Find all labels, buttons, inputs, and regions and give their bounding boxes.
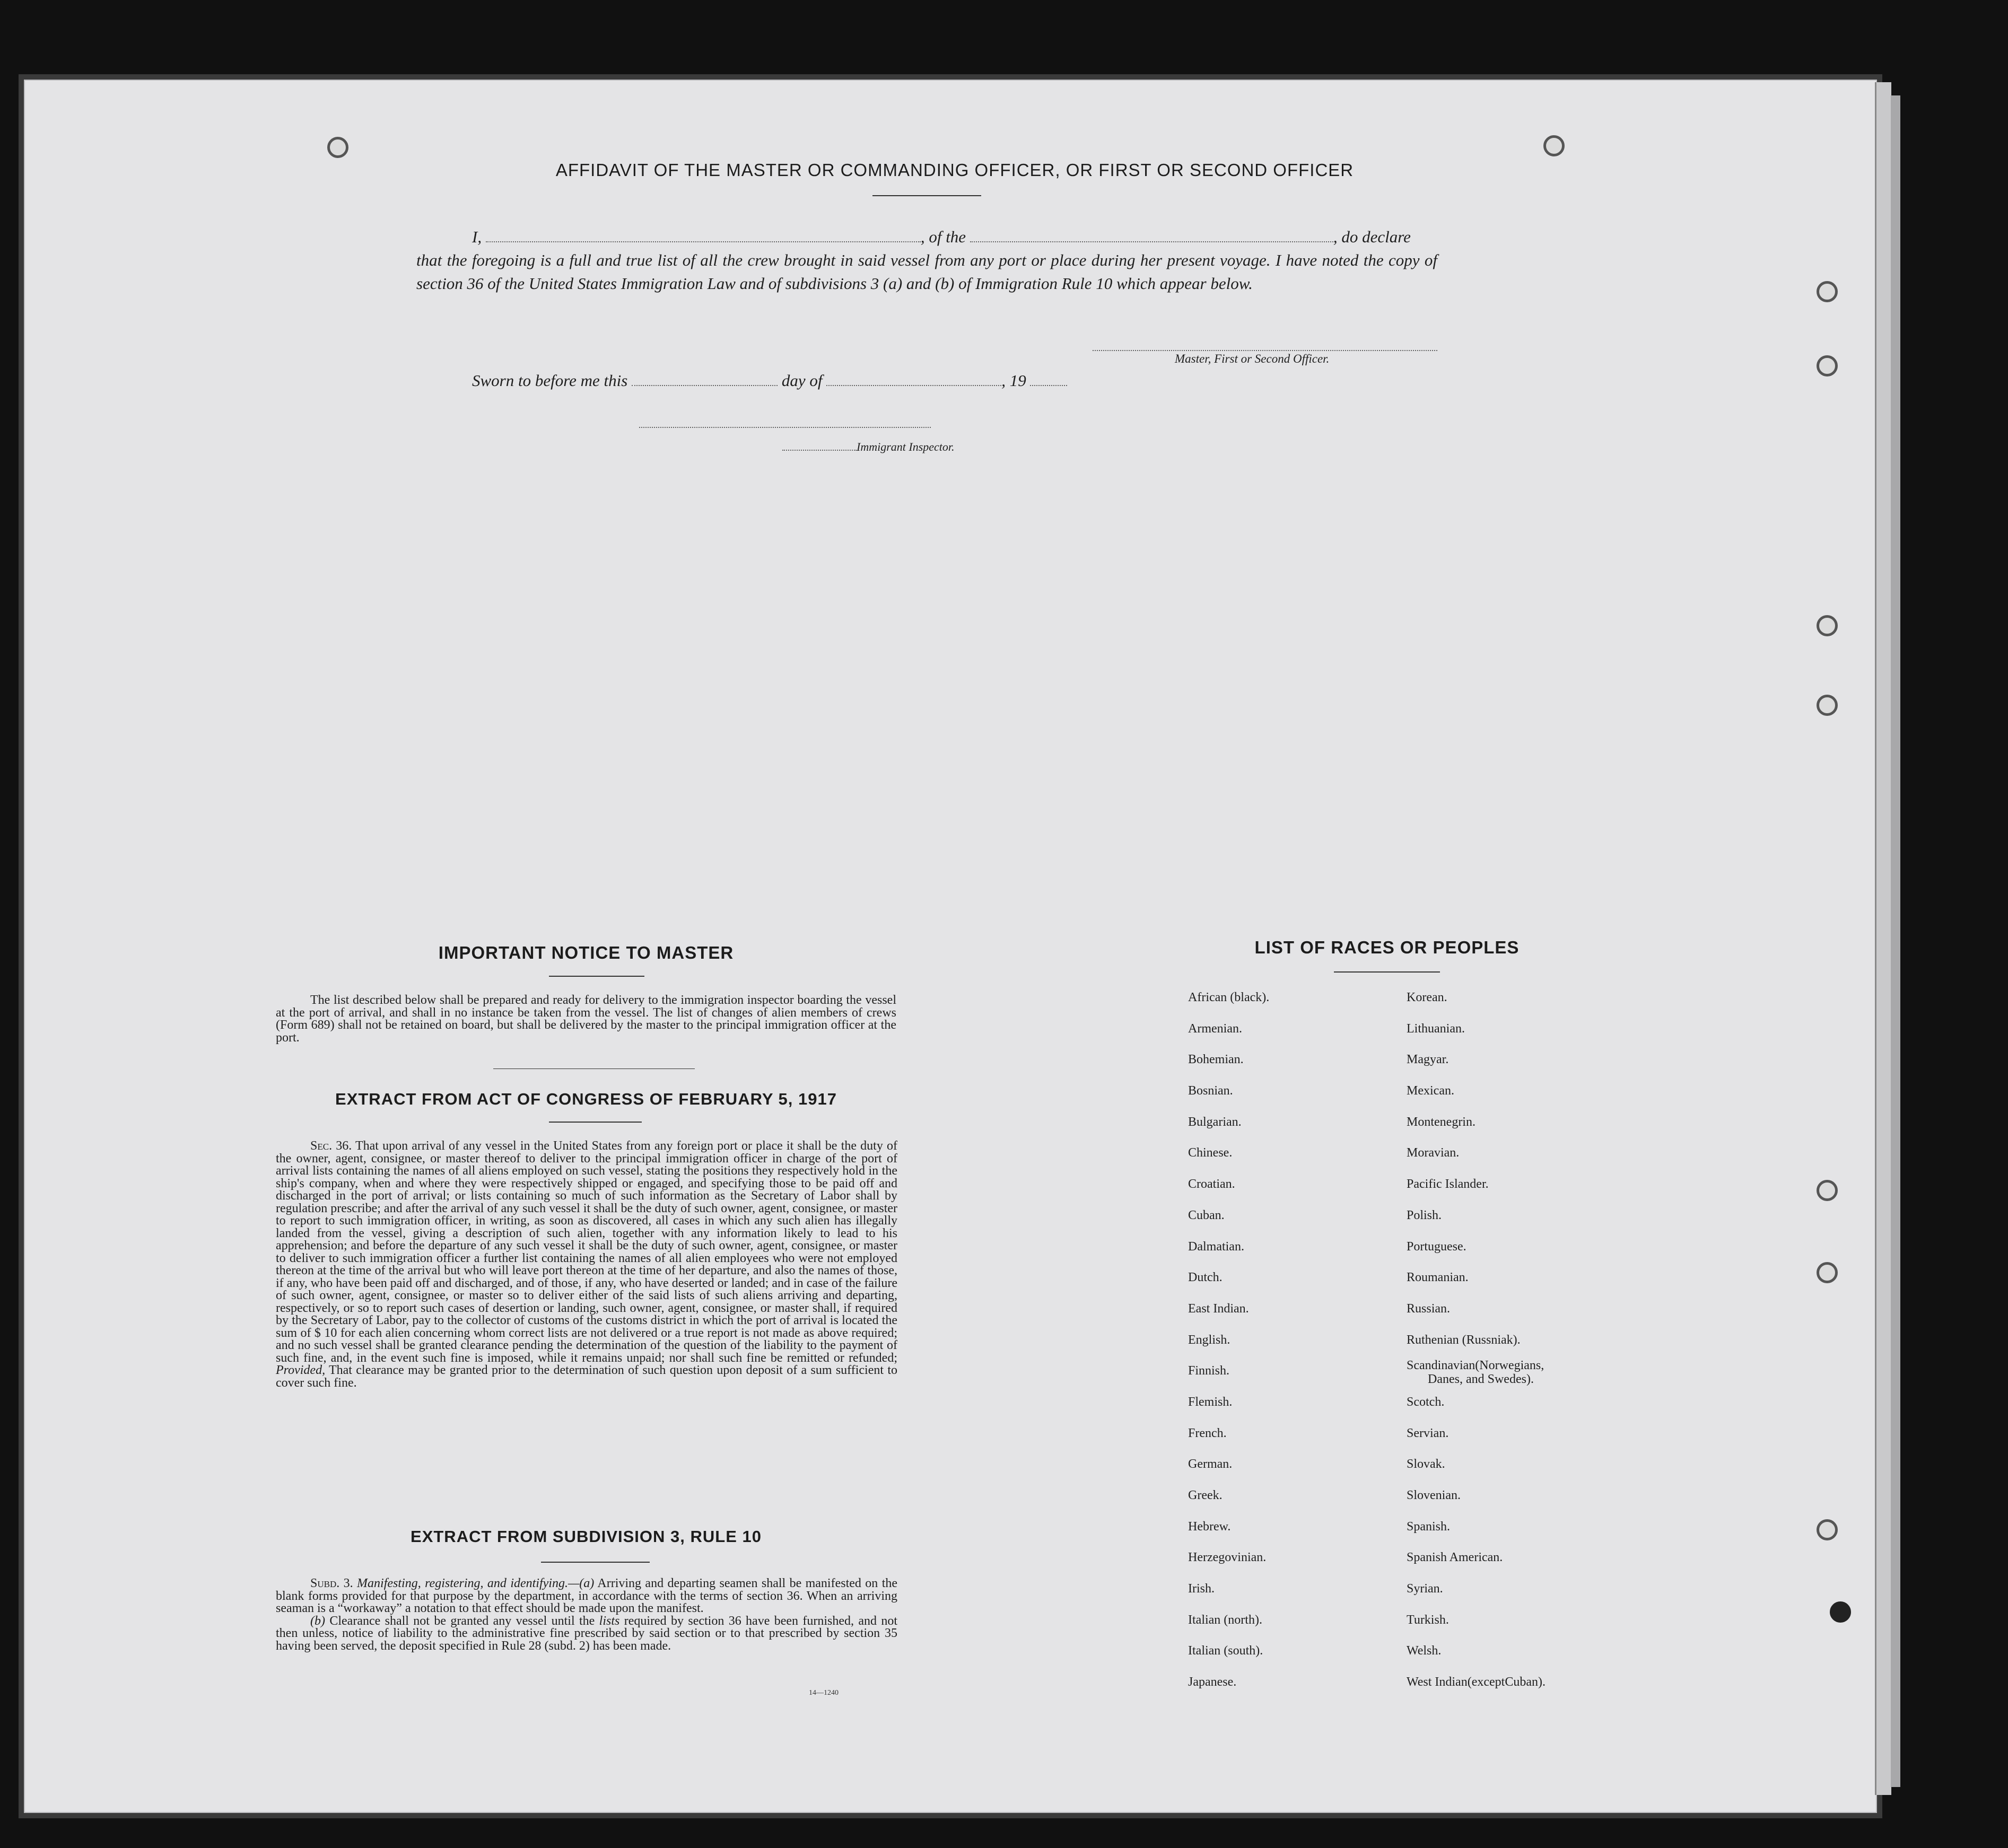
sworn-text: Sworn to before me this bbox=[472, 371, 628, 390]
race-item: Roumanian. bbox=[1407, 1271, 1469, 1285]
page-edge bbox=[1875, 82, 1891, 1795]
race-item-scandinavian bbox=[1407, 1355, 1546, 1387]
rule-text bbox=[276, 1578, 897, 1652]
punch-hole bbox=[1817, 355, 1838, 376]
subd-heading: Manifesting, registering, and identifying.—(a) bbox=[357, 1577, 595, 1590]
punch-hole bbox=[1817, 281, 1838, 302]
inspector-short-line bbox=[782, 450, 857, 451]
race-item: Bulgarian. bbox=[1188, 1115, 1242, 1129]
month-blank[interactable] bbox=[826, 374, 1001, 386]
race-item: Servian. bbox=[1407, 1426, 1449, 1440]
race-item: East Indian. bbox=[1188, 1301, 1249, 1316]
act-body: That upon arrival of any vessel in the United States from any foreign port or place it shall be the duty of the owner, agent, consignee, or master thereof to deliver to the principal immigration officer in charge of the port of arrival lists containing the names of all aliens employed on such vessel, stating the positions they respectively hold in the ship's company, when and where they were respectively shipped or engaged, and specifying those to be paid off and discharged in the port of arrival; or lists containing so much of such information as the Secretary of Labor shall by regulation prescribe; and after the arrival of any such vessel it shall be the duty of such owner, agent, consignee, or master to report to such immigration officer, in writing, as soon as discovered, all cases in which any such alien has illegally landed from the vessel, giving a description of such alien, together with any information likely to lead to his apprehension; and before the departure of any such vessel it shall be the duty of such owner, agent, consignee, or master to deliver to such immigration officer a further list containing the names of all alien employees who were not employed thereon at the time of the arrival but who will leave port thereon at the time of her departure, and also the names of those, if any, who have been paid off and discharged, and of those, if any, who have deserted or landed; and in case of the failure of such owner, agent, consignee, or master so to deliver either of the said lists of such aliens arriving and departing, respectively, or so to report such cases of desertion or landing, such owner, agent, consignee, or master shall, if required by the Secretary of Labor, pay to the collector of customs of the customs district in which the port of arrival is located the sum of $ 10 for each alien concerning whom correct lists are not delivered or a true report is not made as above required; and no such vessel shall be granted clearance pending the determination of the question of the liability to the payment of such fine, and, in the event such fine is imposed, while it remains unpaid; nor shall such fine be remitted or refunded; bbox=[276, 1139, 897, 1365]
race-item: Italian (north). bbox=[1188, 1613, 1262, 1627]
race-item: Bohemian. bbox=[1188, 1053, 1244, 1067]
year-prefix: , 19 bbox=[1001, 371, 1026, 390]
punch-hole bbox=[1830, 1601, 1851, 1623]
race-item: English. bbox=[1188, 1333, 1230, 1347]
race-item: Slovak. bbox=[1407, 1457, 1445, 1472]
notice-rule bbox=[549, 976, 644, 977]
race-item: Montenegrin. bbox=[1407, 1115, 1476, 1129]
sworn-line bbox=[472, 371, 1067, 390]
subd-b-text-2: required by section 36 have been furnished, and not then unless, notice of liability to the administrative fine prescribed by said section or to that prescribed by section 35 having been served, the deposit specified in Rule 28 (subd. 2) has been made. bbox=[276, 1614, 898, 1653]
punch-hole bbox=[327, 137, 348, 158]
subd-b-lists: lists bbox=[599, 1614, 620, 1628]
race-item: Herzegovinian. bbox=[1188, 1551, 1267, 1565]
race-item: African (black). bbox=[1188, 991, 1270, 1004]
race-item: Russian. bbox=[1407, 1301, 1451, 1316]
subd-label: Subd. 3. bbox=[310, 1577, 353, 1590]
affidavit-title: AFFIDAVIT OF THE MASTER OR COMMANDING OFFICER, OR FIRST OR SECOND OFFICER bbox=[555, 160, 1354, 180]
declaration-declare: , do declare bbox=[1333, 227, 1411, 246]
race-item: Slovenian. bbox=[1407, 1488, 1461, 1502]
signature-line[interactable] bbox=[1093, 350, 1437, 351]
act-rule bbox=[549, 1122, 642, 1123]
day-of-text: day of bbox=[781, 371, 823, 390]
inspector-signature-line[interactable] bbox=[639, 427, 931, 428]
punch-hole bbox=[1817, 1180, 1838, 1201]
races-column-2 bbox=[1407, 982, 1546, 1698]
signature-caption: Master, First or Second Officer. bbox=[1175, 352, 1330, 365]
rule-rule bbox=[541, 1562, 650, 1563]
day-blank[interactable] bbox=[632, 374, 778, 386]
race-item: Scandinavian(Norwegians, bbox=[1407, 1359, 1544, 1373]
punch-hole bbox=[1543, 135, 1565, 156]
punch-hole bbox=[1817, 1262, 1838, 1283]
race-item: Spanish American. bbox=[1407, 1551, 1503, 1565]
proviso-text: That clearance may be granted prior to the determination of such question upon deposit of a sum sufficient to cover such fine. bbox=[276, 1363, 897, 1390]
races-title: LIST OF RACES OR PEOPLES bbox=[1254, 938, 1520, 957]
race-item: Pacific Islander. bbox=[1407, 1177, 1489, 1192]
race-item: Finnish. bbox=[1188, 1364, 1230, 1378]
name-blank[interactable] bbox=[486, 230, 921, 242]
declaration-i: I, bbox=[472, 227, 482, 246]
race-item: Greek. bbox=[1188, 1488, 1223, 1502]
subd-b-label: (b) bbox=[310, 1614, 325, 1628]
punch-hole bbox=[1817, 615, 1838, 636]
race-item: Armenian. bbox=[1188, 1021, 1242, 1036]
notice-title: IMPORTANT NOTICE TO MASTER bbox=[438, 943, 734, 962]
race-item: Moravian. bbox=[1407, 1146, 1460, 1160]
title-rule bbox=[872, 195, 981, 196]
punch-hole bbox=[1817, 1519, 1838, 1540]
page-edge-shadow bbox=[1891, 95, 1900, 1787]
rule-title: EXTRACT FROM SUBDIVISION 3, RULE 10 bbox=[411, 1527, 762, 1546]
act-title: EXTRACT FROM ACT OF CONGRESS OF FEBRUARY 5, 1917 bbox=[335, 1090, 837, 1108]
race-item: Irish. bbox=[1188, 1582, 1215, 1596]
notice-divider bbox=[493, 1068, 695, 1069]
race-item: French. bbox=[1188, 1426, 1227, 1440]
notice-text: The list described below shall be prepared and ready for delivery to the immigration inspector boarding the vessel at the port of arrival, and shall in no instance be taken from the vessel. The list of changes of alien members of crews (Form 689) shall not be retained on board, but shall be delivered by the master to the principal immigration officer at the port. bbox=[276, 993, 896, 1045]
declaration-of-the: , of the bbox=[920, 227, 966, 246]
race-item: Ruthenian (Russniak). bbox=[1407, 1333, 1521, 1347]
punch-hole bbox=[1817, 695, 1838, 716]
sec-label: Sec. 36. bbox=[310, 1139, 352, 1153]
race-item: Japanese. bbox=[1188, 1675, 1237, 1689]
races-column-1 bbox=[1188, 982, 1269, 1698]
race-item: Dalmatian. bbox=[1188, 1239, 1244, 1254]
races-rule bbox=[1334, 971, 1440, 973]
declaration-text bbox=[416, 225, 1437, 295]
year-blank[interactable] bbox=[1030, 374, 1067, 386]
declaration-body: that the foregoing is a full and true list of all the crew brought in said vessel from any port or place during her present voyage. I have noted the copy of section 36 of the United States Immigration Law and of subdivisions 3 (a) and (b) of Immigration Rule 10 which appear below. bbox=[416, 251, 1437, 293]
race-item: Flemish. bbox=[1188, 1395, 1233, 1409]
race-item: Spanish. bbox=[1407, 1519, 1451, 1534]
race-item: Magyar. bbox=[1407, 1053, 1449, 1067]
race-item: Scotch. bbox=[1407, 1395, 1445, 1409]
race-item: Chinese. bbox=[1188, 1146, 1233, 1160]
race-item: Italian (south). bbox=[1188, 1644, 1263, 1658]
race-item: Lithuanian. bbox=[1407, 1021, 1465, 1036]
race-item: West Indian(exceptCuban). bbox=[1407, 1675, 1546, 1689]
race-item: Bosnian. bbox=[1188, 1084, 1233, 1098]
proviso-label: Provided, bbox=[276, 1363, 326, 1377]
form-number: 14—1240 bbox=[809, 1689, 839, 1697]
race-item: Welsh. bbox=[1407, 1644, 1442, 1658]
race-item: Portuguese. bbox=[1407, 1239, 1466, 1254]
race-item: Mexican. bbox=[1407, 1084, 1454, 1098]
race-item: Polish. bbox=[1407, 1208, 1442, 1222]
vessel-blank[interactable] bbox=[970, 230, 1333, 242]
act-text bbox=[276, 1140, 897, 1389]
race-item: Korean. bbox=[1407, 991, 1447, 1004]
race-item: Dutch. bbox=[1188, 1271, 1223, 1285]
race-item: Syrian. bbox=[1407, 1582, 1443, 1596]
race-item: Croatian. bbox=[1188, 1177, 1235, 1192]
race-item-continuation: Danes, and Swedes). bbox=[1428, 1372, 1534, 1387]
race-item: Cuban. bbox=[1188, 1208, 1225, 1222]
subd-a-text: Arriving and departing seamen shall be manifested on the blank forms provided for that purpose by the department, in accordance with the terms of section 36. When an arriving seaman is a “workaway” a notation to that effect should be made upon the manifest. bbox=[276, 1577, 898, 1615]
race-item: German. bbox=[1188, 1457, 1233, 1472]
inspector-caption: Immigrant Inspector. bbox=[857, 440, 955, 453]
race-item: Hebrew. bbox=[1188, 1519, 1231, 1534]
race-item: Turkish. bbox=[1407, 1613, 1449, 1627]
subd-b-text-1: Clearance shall not be granted any vessel until the bbox=[329, 1614, 595, 1628]
